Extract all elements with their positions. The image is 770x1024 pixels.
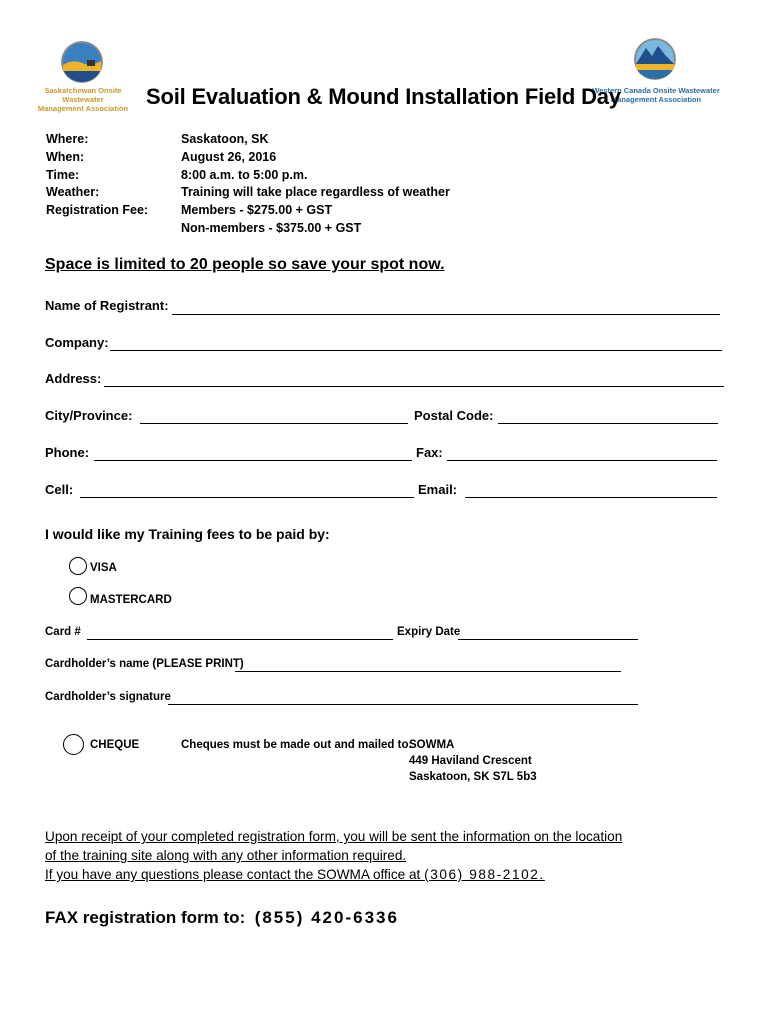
expiry-label: Expiry Date bbox=[397, 626, 461, 638]
info-value-fee-nonmembers: Non-members - $375.00 + GST bbox=[181, 221, 362, 235]
wcowma-logo-emblem bbox=[634, 38, 676, 80]
mail-address-line1: SOWMA bbox=[409, 739, 455, 751]
sowma-logo-line1: Saskatchewan Onsite Wastewater bbox=[44, 86, 122, 104]
receipt-notice-line2: of the training site along with any other information required. bbox=[45, 848, 407, 863]
info-value-weather: Training will take place regardless of weather bbox=[181, 185, 450, 200]
space-limited-notice: Space is limited to 20 people so save your spot now. bbox=[45, 256, 445, 273]
cardholder-signature-label: Cardholder’s signature bbox=[45, 691, 171, 703]
cheque-note: Cheques must be made out and mailed to: bbox=[181, 739, 413, 751]
payment-title: I would like my Training fees to be paid by: bbox=[45, 526, 330, 542]
fax-instruction-text: FAX registration form to: bbox=[45, 908, 246, 927]
receipt-notice-line1: Upon receipt of your completed registration form, you will be sent the information on the location bbox=[45, 829, 623, 844]
info-value-when: August 26, 2016 bbox=[181, 149, 277, 164]
cardholder-name-field[interactable] bbox=[235, 671, 621, 672]
phone-field[interactable] bbox=[94, 460, 412, 461]
page-title: Soil Evaluation & Mound Installation Field Day bbox=[146, 84, 621, 109]
visa-radio[interactable] bbox=[69, 557, 87, 575]
expiry-field[interactable] bbox=[458, 639, 638, 640]
postal-field[interactable] bbox=[498, 423, 718, 424]
info-label-where: Where: bbox=[46, 132, 89, 146]
company-field[interactable] bbox=[110, 350, 722, 351]
fax-instruction bbox=[45, 908, 399, 928]
mail-address-line3: Saskatoon, SK S7L 5b3 bbox=[409, 771, 537, 783]
info-value-where: Saskatoon, SK bbox=[181, 132, 269, 146]
fax-label: Fax: bbox=[416, 445, 443, 460]
name-label: Name of Registrant: bbox=[45, 298, 169, 313]
contact-text: If you have any questions please contact the SOWMA office at bbox=[45, 867, 425, 882]
fax-field[interactable] bbox=[447, 460, 717, 461]
info-value-fee-members: Members - $275.00 + GST bbox=[181, 203, 333, 218]
address-field[interactable] bbox=[104, 386, 724, 387]
card-number-field[interactable] bbox=[87, 639, 393, 640]
mail-address-line2: 449 Haviland Crescent bbox=[409, 755, 532, 767]
phone-label: Phone: bbox=[45, 445, 90, 460]
mastercard-label: MASTERCARD bbox=[90, 594, 172, 606]
cheque-label: CHEQUE bbox=[90, 739, 140, 751]
address-label: Address: bbox=[45, 371, 102, 386]
info-value-time: 8:00 a.m. to 5:00 p.m. bbox=[181, 167, 308, 182]
city-label: City/Province: bbox=[45, 408, 133, 423]
receipt-notice bbox=[45, 827, 622, 884]
info-label-time: Time: bbox=[46, 167, 80, 182]
cardholder-signature-field[interactable] bbox=[168, 704, 638, 705]
wcowma-logo-line1: Western Canada Onsite Wastewater bbox=[592, 86, 720, 95]
cell-field[interactable] bbox=[80, 497, 414, 498]
company-label: Company: bbox=[45, 335, 109, 350]
wcowma-logo-line2: Management Association bbox=[610, 95, 702, 104]
card-number-label: Card # bbox=[45, 626, 81, 638]
cardholder-name-label: Cardholder’s name (PLEASE PRINT) bbox=[45, 658, 244, 670]
email-label: Email: bbox=[418, 482, 458, 497]
name-field[interactable] bbox=[172, 314, 720, 315]
mastercard-radio[interactable] bbox=[69, 587, 87, 605]
visa-label: VISA bbox=[90, 562, 117, 574]
postal-label: Postal Code: bbox=[414, 408, 494, 423]
cell-label: Cell: bbox=[45, 482, 74, 497]
info-label-when: When: bbox=[46, 149, 85, 164]
email-field[interactable] bbox=[465, 497, 717, 498]
sowma-logo-line2: Management Association bbox=[37, 104, 129, 113]
info-label-fee: Registration Fee: bbox=[46, 203, 149, 218]
cheque-radio[interactable] bbox=[63, 734, 84, 755]
info-label-weather: Weather: bbox=[46, 185, 100, 200]
receipt-notice-line3 bbox=[45, 865, 622, 884]
contact-phone: (306) 988-2102. bbox=[424, 867, 545, 882]
sowma-logo-emblem bbox=[61, 41, 103, 83]
city-field[interactable] bbox=[140, 423, 408, 424]
fax-number: (855) 420-6336 bbox=[254, 908, 399, 927]
